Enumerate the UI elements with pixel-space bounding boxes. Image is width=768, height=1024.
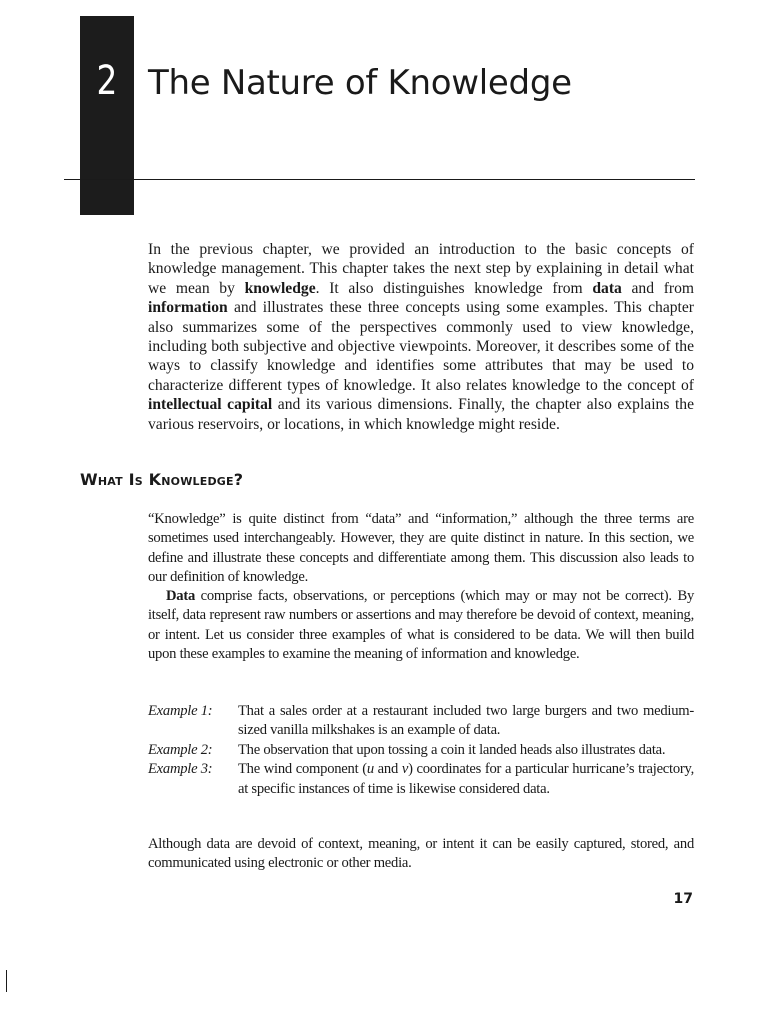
header-rule [64,179,695,180]
example-text-part: The wind component ( [238,761,367,778]
chapter-number: 2 [96,58,118,104]
intro-paragraph [148,240,694,434]
example-item [148,741,694,760]
example-text-part: and [373,761,402,778]
intro-text: and illustrates these three concepts using some examples. This chapter also summarizes some of the perspectives commonly used to view knowledge, including both subjective and objective viewpoints. Moreover, it describes some of the ways to classify knowledge and identifies some attributes that may be used to characterize different types of knowledge. It also relates knowledge to the concept of [148,299,694,394]
example-text [238,760,694,799]
section-heading: What Is Knowledge? [80,470,244,489]
example-label: Example 2: [148,741,213,758]
page-number: 17 [673,891,693,907]
term-data: data [592,279,622,297]
section-paragraph-3: Although data are devoid of context, meaning, or intent it can be easily captured, stored, and communicated using electronic or other media. [148,836,694,872]
term-data-definition: Data [166,588,195,604]
example-label: Example 1: [148,703,213,719]
data-definition-text: comprise facts, observations, or perceptions (which may or may not be correct). By itself, data represent raw numbers or assertions and may therefore be devoid of context, meaning, or intent. Let us consider three examples of what is considered to be data. We will then build upon these examples to examine the meaning of information and knowledge. [148,588,694,663]
example-text: That a sales order at a restaurant included two large burgers and two medium-sized vanilla milkshakes is an example of data. [238,703,694,739]
chapter-number-block [80,16,134,215]
example-text-part: ) coordinates for a particular hurricane’s trajectory, at specific instances of time is likewise considered data. [238,761,694,797]
example-item [148,760,694,799]
chapter-title: The Nature of Knowledge [148,63,572,103]
section-paragraph-1: “Knowledge” is quite distinct from “data” and “information,” although the three terms are sometimes used interchangeably. However, they are quite distinct in nature. In this section, we define and illustrate these concepts and differentiate among them. This discussion also leads to our definition of knowledge. [148,511,694,586]
intro-text: and its various dimensions. Finally, the chapter also explains the various reservoirs, or locations, in which knowledge might reside. [148,396,694,433]
variable-v: v [401,761,409,778]
intro-text: In the previous chapter, we provided an introduction to the basic concepts of knowledge management. This chapter takes the next step by explaining in detail what we mean by [148,241,694,297]
term-information: information [148,299,228,317]
examples-list [148,702,694,799]
intro-text: and from [621,279,695,297]
example-text: The observation that upon tossing a coin it landed heads also illustrates data. [238,741,666,758]
term-knowledge: knowledge [244,279,316,297]
text-cursor [6,970,7,992]
term-intellectual-capital: intellectual capital [148,396,273,414]
variable-u: u [366,761,374,778]
example-item [148,702,694,741]
intro-text: . It also distinguishes knowledge from [315,279,593,297]
section-paragraph-2 [148,587,694,665]
example-label: Example 3: [148,761,213,778]
